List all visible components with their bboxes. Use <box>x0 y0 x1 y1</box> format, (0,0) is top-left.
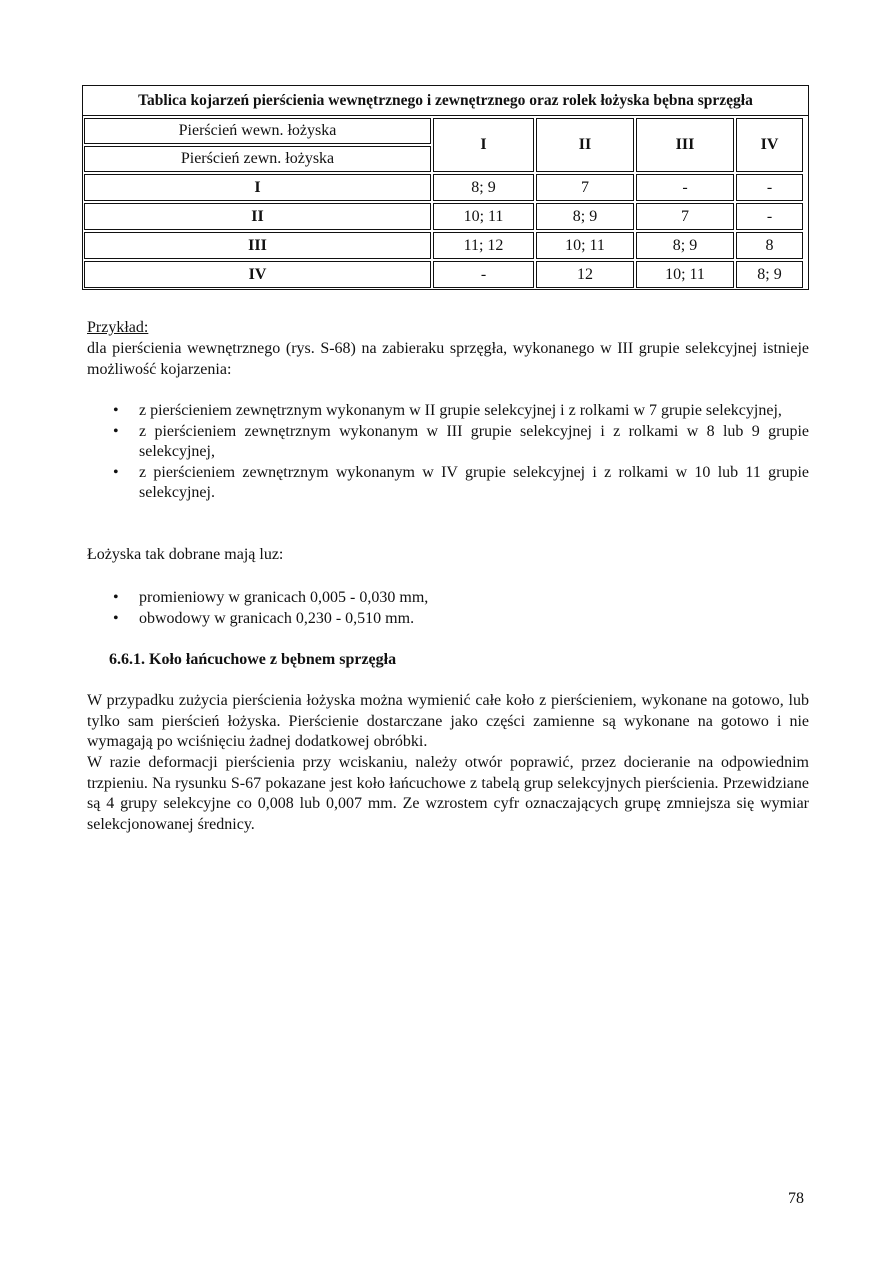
table-row <box>83 173 808 202</box>
table-cell: 10; 11 <box>636 261 734 288</box>
list-item: • z pierścieniem zewnętrznym wykonanym w II grupie selekcyjnej i z rolkami w 7 grupie selekcyjnej, <box>87 401 809 422</box>
list-item: • promieniowy w granicach 0,005 - 0,030 mm, <box>87 588 809 609</box>
bullet-icon: • <box>113 422 119 440</box>
table-row <box>83 202 808 231</box>
table-header-row <box>83 117 808 173</box>
table-title: Tablica kojarzeń pierścienia wewnętrznego i zewnętrznego oraz rolek łożyska bębna sprzęgła <box>83 86 808 116</box>
clearance-intro: Łożyska tak dobrane mają luz: <box>87 546 284 563</box>
header-outer-ring: Pierścień zewn. łożyska <box>84 146 431 172</box>
clearance-bullet-list <box>87 588 809 629</box>
table-cell: 8 <box>736 232 803 259</box>
section-paragraph-2: W razie deformacji pierścienia przy wciskaniu, należy otwór poprawić, przez docieranie na odpowiednim trzpieniu. Na rysunku S-67 pokazane jest koło łańcuchowe z tabelą grup selekcyjnych pierścienia. Przewidziane są 4 grupy selekcyjne co 0,008 lub 0,007 mm. Ze wzrostem cyfr oznaczających grupę zmniejsza się wymiar selekcjonowanej średnicy. <box>87 754 809 833</box>
table-cell: 10; 11 <box>536 232 634 259</box>
row-label: IV <box>84 261 431 288</box>
section-paragraph-1: W przypadku zużycia pierścienia łożyska można wymienić całe koło z pierścieniem, wykonane na gotowo, lub tylko sam pierścień łożyska. Pierścienie dostarczane jako części zamienne są wykonane na gotowo i nie wymagają po wciśnięciu żadnej dodatkowej obróbki. <box>87 692 809 750</box>
bullet-icon: • <box>113 589 119 606</box>
table-cell: 8; 9 <box>736 261 803 288</box>
row-label: I <box>84 174 431 201</box>
example-intro: dla pierścienia wewnętrznego (rys. S-68) na zabieraku sprzęgła, wykonanego w III grupie selekcyjnej istnieje możliwość kojarzenia: <box>87 340 809 378</box>
table-row <box>83 260 808 289</box>
table-cell: - <box>636 174 734 201</box>
table-cell: 8; 9 <box>636 232 734 259</box>
column-header: I <box>433 118 534 172</box>
bullet-icon: • <box>113 402 119 419</box>
table-cell: 7 <box>536 174 634 201</box>
section-heading: 6.6.1. Koło łańcuchowe z bębnem sprzęgła <box>109 651 397 668</box>
list-item: • z pierścieniem zewnętrznym wykonanym w III grupie selekcyjnej i z rolkami w 8 lub 9 grupie selekcyjnej, <box>113 422 809 460</box>
row-label: III <box>84 232 431 259</box>
column-header: II <box>536 118 634 172</box>
table-cell: 8; 9 <box>433 174 534 201</box>
header-inner-ring: Pierścień wewn. łożyska <box>84 118 431 144</box>
table-cell: 10; 11 <box>433 203 534 230</box>
table-cell: 8; 9 <box>536 203 634 230</box>
bullet-icon: • <box>113 463 119 481</box>
table-cell: 12 <box>536 261 634 288</box>
column-header: IV <box>736 118 803 172</box>
table-cell: - <box>736 174 803 201</box>
table-cell: - <box>736 203 803 230</box>
column-header: III <box>636 118 734 172</box>
list-item: • obwodowy w granicach 0,230 - 0,510 mm. <box>87 609 809 630</box>
table-cell: 7 <box>636 203 734 230</box>
table-cell: 11; 12 <box>433 232 534 259</box>
row-label: II <box>84 203 431 230</box>
page-number: 78 <box>788 1190 804 1207</box>
bullet-icon: • <box>113 609 119 627</box>
pairing-table <box>82 85 809 290</box>
table-row <box>83 231 808 260</box>
example-bullet-list <box>87 401 809 504</box>
example-heading: Przykład: <box>87 319 149 336</box>
table-cell: - <box>433 261 534 288</box>
list-item: • z pierścieniem zewnętrznym wykonanym w IV grupie selekcyjnej i z rolkami w 10 lub 11 grupie selekcyjnej. <box>113 463 809 501</box>
